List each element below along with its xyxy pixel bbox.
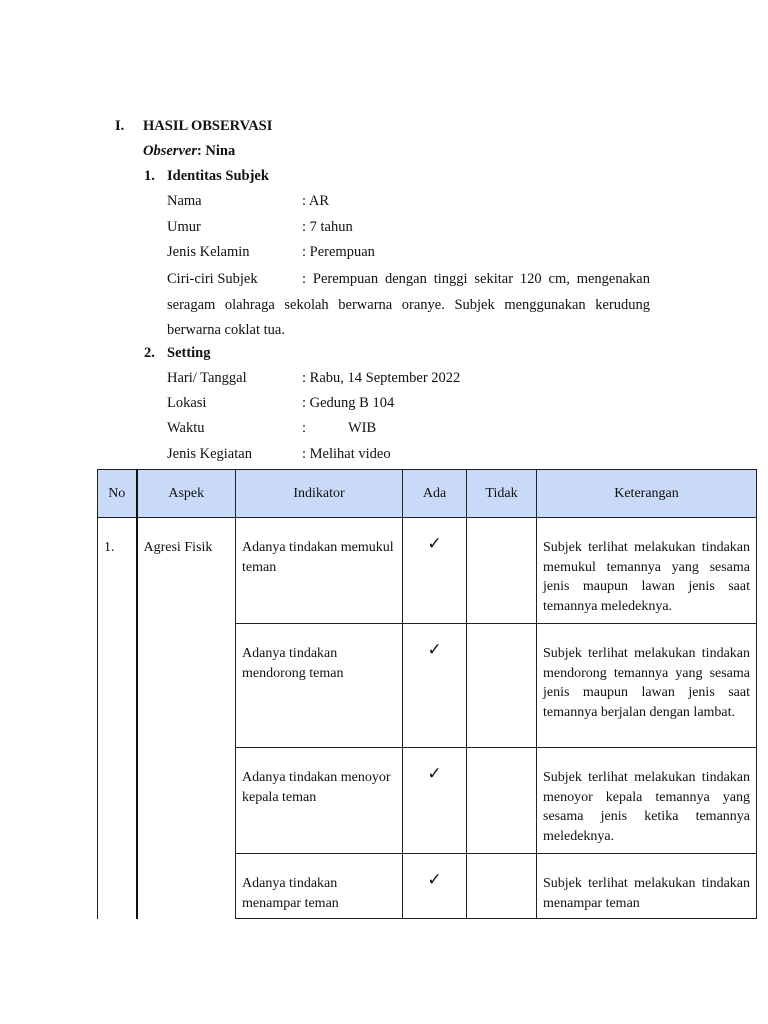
field-value-hari: : Rabu, 14 September 2022 [302, 370, 461, 386]
field-value-lokasi: : Gedung B 104 [302, 395, 395, 411]
observation-table [97, 469, 757, 920]
ciri-value: : Perempuan dengan tinggi sekitar 120 cm, mengenakan seragam olahraga sekolah berwarna oranye. Subjek menggunakan kerudung berwarna coklat tua. [167, 271, 650, 338]
header-indikator: Indikator [236, 470, 403, 518]
indikator-text: Adanya tindakan menoyor kepala teman [242, 770, 391, 805]
keterangan-text: Subjek terlihat melakukan tindakan memukul temannya yang sesama jenis maupun lawan jenis saat temannya meledeknya. [543, 540, 750, 614]
ada-cell [403, 748, 467, 854]
row-number: 1. [104, 540, 115, 555]
observer-name: : Nina [196, 143, 236, 159]
ciri-subjek-paragraph [167, 267, 650, 344]
check-icon: ✓ [427, 534, 442, 554]
row-number-cell [98, 518, 137, 920]
field-value-jenis-kelamin: : Perempuan [302, 244, 375, 260]
page-bottom-margin [0, 919, 768, 1024]
field-label-waktu: Waktu [167, 420, 205, 436]
setting-number: 2. [144, 345, 155, 361]
field-value-waktu: : [302, 420, 307, 436]
indikator-text: Adanya tindakan memukul teman [242, 540, 394, 575]
field-value-kegiatan: : Melihat video [302, 446, 391, 462]
ada-cell [403, 854, 467, 920]
aspek-cell [137, 518, 236, 920]
field-value-nama: : AR [302, 193, 329, 209]
identitas-title: Identitas Subjek [167, 168, 269, 184]
tidak-cell [467, 518, 537, 624]
keterangan-cell [537, 624, 757, 748]
indikator-cell [236, 748, 403, 854]
aspek-label: Agresi Fisik [143, 540, 213, 555]
field-label-umur: Umur [167, 219, 201, 235]
field-value-waktu-unit: WIB [348, 420, 377, 436]
keterangan-text: Subjek terlihat melakukan tindakan menoyor kepala temannya yang sesama jenis ketika temannya meledeknya. [543, 770, 750, 844]
observer-label: Observer [143, 143, 197, 159]
header-aspek: Aspek [137, 470, 236, 518]
field-value-umur: : 7 tahun [302, 219, 353, 235]
table-row [98, 518, 757, 624]
keterangan-text: Subjek terlihat melakukan tindakan menampar teman [543, 876, 750, 911]
indikator-text: Adanya tindakan mendorong teman [242, 646, 344, 681]
keterangan-cell [537, 748, 757, 854]
table-header-row [98, 470, 757, 518]
field-label-hari: Hari/ Tanggal [167, 370, 247, 386]
indikator-text: Adanya tindakan menampar teman [242, 876, 339, 911]
keterangan-text: Subjek terlihat melakukan tindakan mendorong temannya yang sesama jenis maupun lawan jenis saat temannya berjalan dengan lambat. [543, 646, 750, 720]
tidak-cell [467, 748, 537, 854]
check-icon: ✓ [427, 764, 442, 784]
ada-cell [403, 624, 467, 748]
header-keterangan: Keterangan [537, 470, 757, 518]
ada-cell [403, 518, 467, 624]
field-label-kegiatan: Jenis Kegiatan [167, 446, 252, 462]
ciri-label: Ciri-ciri Subjek [167, 271, 258, 287]
indikator-cell [236, 518, 403, 624]
field-label-lokasi: Lokasi [167, 395, 207, 411]
field-label-jenis-kelamin: Jenis Kelamin [167, 244, 250, 260]
header-tidak: Tidak [467, 470, 537, 518]
indikator-cell [236, 624, 403, 748]
keterangan-cell [537, 854, 757, 920]
observer-line [143, 142, 235, 160]
header-ada: Ada [403, 470, 467, 518]
identitas-number: 1. [144, 168, 155, 184]
setting-title: Setting [167, 345, 211, 361]
section-title: HASIL OBSERVASI [143, 118, 273, 134]
indikator-cell [236, 854, 403, 920]
check-icon: ✓ [427, 870, 442, 890]
tidak-cell [467, 854, 537, 920]
section-number: I. [115, 118, 125, 134]
check-icon: ✓ [427, 640, 442, 660]
field-label-nama: Nama [167, 193, 202, 209]
header-no: No [98, 470, 137, 518]
tidak-cell [467, 624, 537, 748]
keterangan-cell [537, 518, 757, 624]
